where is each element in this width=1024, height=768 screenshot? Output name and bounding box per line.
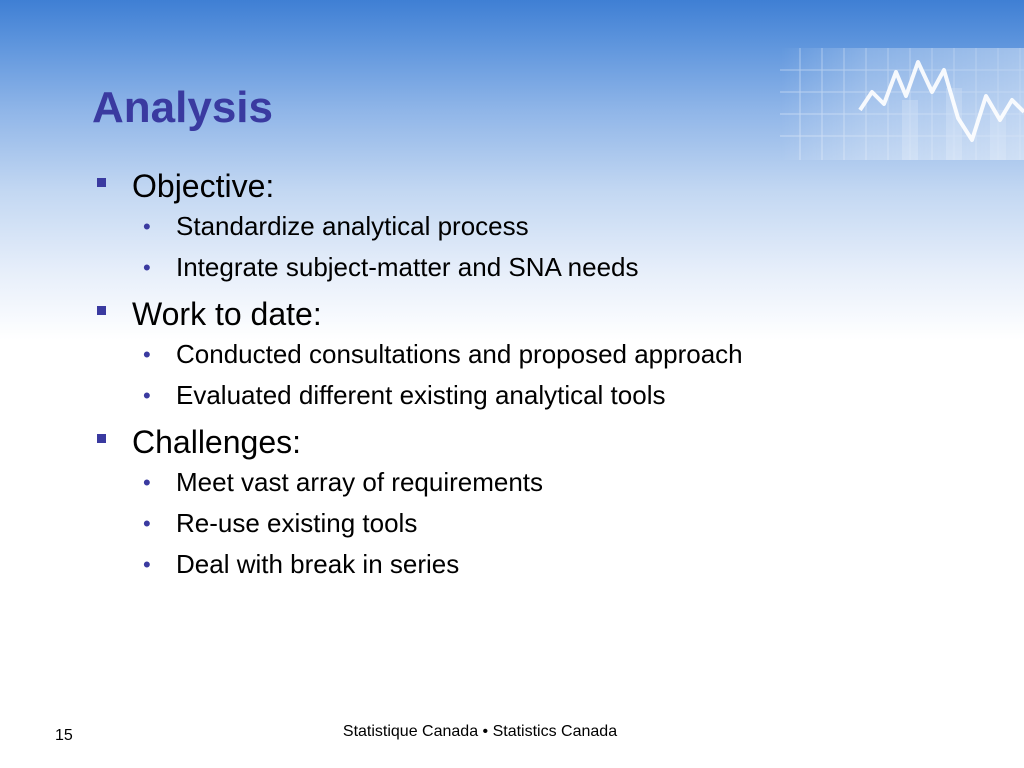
- list-item: [96, 544, 996, 585]
- square-bullet-icon: [97, 178, 106, 187]
- bullet-list: [96, 166, 996, 585]
- list-item-label: Standardize analytical process: [176, 211, 529, 241]
- footer-text: Statistique Canada • Statistics Canada: [342, 723, 618, 740]
- round-bullet-icon: •: [143, 342, 151, 367]
- round-bullet-icon: •: [143, 383, 151, 408]
- list-item-label: Integrate subject-matter and SNA needs: [176, 252, 639, 282]
- section-heading-objective: [96, 166, 996, 206]
- square-bullet-icon: [97, 434, 106, 443]
- round-bullet-icon: •: [143, 511, 151, 536]
- round-bullet-icon: •: [143, 255, 151, 280]
- list-item: [96, 247, 996, 288]
- list-item-label: Deal with break in series: [176, 549, 460, 579]
- section-heading-challenges: [96, 422, 996, 462]
- section-heading-work-to-date: [96, 294, 996, 334]
- list-item-label: Evaluated different existing analytical tools: [176, 380, 666, 410]
- section-heading-label: Work to date:: [132, 296, 322, 332]
- list-item: [96, 375, 996, 416]
- round-bullet-icon: •: [143, 552, 151, 577]
- round-bullet-icon: •: [143, 214, 151, 239]
- slide-title: Analysis: [92, 83, 273, 132]
- round-bullet-icon: •: [143, 470, 151, 495]
- list-item: [96, 462, 996, 503]
- list-item-label: Re-use existing tools: [176, 508, 418, 538]
- page-number: 15: [55, 727, 73, 744]
- list-item: [96, 206, 996, 247]
- section-heading-label: Objective:: [132, 168, 275, 204]
- square-bullet-icon: [97, 306, 106, 315]
- list-item: [96, 503, 996, 544]
- section-heading-label: Challenges:: [132, 424, 301, 460]
- list-item-label: Conducted consultations and proposed approach: [176, 339, 743, 369]
- list-item: [96, 334, 996, 375]
- list-item-label: Meet vast array of requirements: [176, 467, 544, 497]
